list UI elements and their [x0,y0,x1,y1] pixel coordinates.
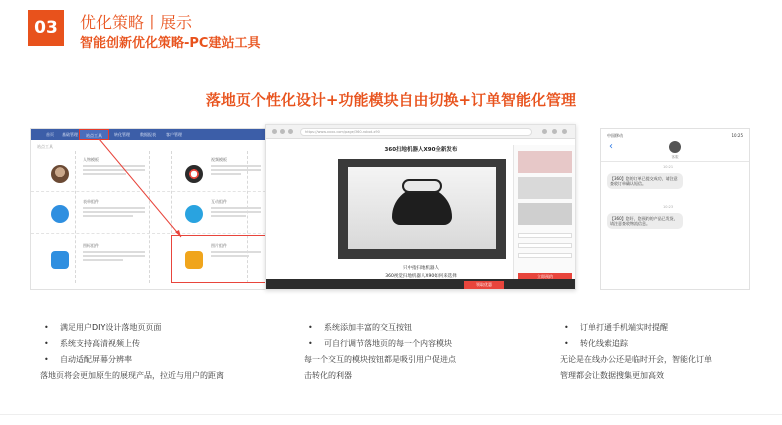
footer-cta-button: 领取优惠 [464,281,504,289]
landing-heading: 360扫地机器人X90全新发布 [384,147,458,153]
module-label: 表单组件 [83,199,99,204]
forward-icon [280,129,285,134]
side-submit-button: 立即预约 [518,273,572,281]
side-form-field [518,233,572,238]
admin-tab-site-tools: 站点工具 [79,129,109,140]
headline: 落地页个性化设计+功能模块自由切换+订单智能化管理 [205,91,577,109]
red-arrow-icon [31,129,270,290]
admin-breadcrumb: 站点工具 [37,144,53,149]
page-subtitle: 智能创新优化策略-PC建站工具 [80,36,261,51]
feature-item: • 转化线索追踪 [560,336,760,352]
browser-url-field: https://www.xxxx.com/page/360-robot-x90 [300,128,532,136]
contact-avatar [669,141,681,153]
feature-summary: 落地页将会更加原生的展现产品，拉近与用户的距离 [40,371,224,380]
robot-image [402,179,442,193]
back-chevron-icon: ‹ [609,141,613,152]
admin-tab-conversion: 转化管理 [114,132,130,137]
back-icon [272,129,277,134]
message-time: 10:21 [663,165,674,169]
landing-page-screenshot [265,124,576,290]
account-icon [552,129,557,134]
section-number-badge: 03 [28,10,64,46]
product-video [338,159,506,259]
module-label: 图标组件 [83,243,99,248]
landing-footer-bar [266,279,576,290]
landing-caption: 360视觉扫地机器人X90如何来选择 [385,274,457,279]
module-label: 视频模板 [211,157,227,162]
feature-item: • 系统添加丰富的交互按钮 [304,320,534,336]
feature-summary: 击转化的利器 [304,371,352,380]
contact-name: 客服 [671,155,679,159]
module-label: 人物模板 [83,157,99,162]
sms-bubble: 【360】您好，您预约的产品已发货，请注意查收物流信息。 [607,213,683,229]
status-carrier: 中国移动 [607,133,623,138]
mobile-sms-screenshot [600,128,750,290]
side-banner [518,177,572,199]
header-divider [601,161,750,162]
admin-builder-screenshot [30,128,270,290]
feature-column-1 [40,320,280,384]
page-title: 优化策略丨展示 [80,13,193,32]
sms-bubble: 【360】您的订单已提交成功，请注意查收订单确认短信。 [607,173,683,189]
bottom-divider [0,414,782,415]
feature-item: • 满足用户DIY设计落地页页面 [40,320,280,336]
landing-side-panel [513,145,576,290]
video-frame [348,167,496,249]
feature-item: • 系统支持高清视频上传 [40,336,280,352]
feature-item: • 可自行调节落地页的每一个内容模块 [304,336,534,352]
feature-summary: 管理都会让数据搜集更加高效 [560,371,664,380]
admin-tab-basic: 基础管理 [62,132,78,137]
admin-tab-reports: 数据报表 [140,132,156,137]
side-form-field [518,243,572,248]
menu-icon [562,129,567,134]
module-label: 图片组件 [211,243,227,248]
browser-toolbar [266,125,576,139]
landing-caption: 只中指扫地机器人 [403,266,439,271]
status-time: 10:25 [731,133,743,138]
side-form-field [518,253,572,258]
star-icon [542,129,547,134]
message-time: 10:23 [663,205,674,209]
refresh-icon [288,129,293,134]
feature-item: • 订单打通手机端实时提醒 [560,320,760,336]
side-banner [518,203,572,225]
feature-summary: 无论是在线办公还是临时开会，智能化订单 [560,355,712,364]
feature-column-3 [560,320,760,384]
admin-tab-home: 首页 [46,132,54,137]
feature-item: • 自动适配屏幕分辨率 [40,352,280,368]
admin-tab-customers: 客户管理 [166,132,182,137]
side-banner [518,151,572,173]
module-label: 互动组件 [211,199,227,204]
feature-column-2 [304,320,534,384]
feature-summary: 每一个交互的模块按钮都是吸引用户促进点 [304,355,456,364]
